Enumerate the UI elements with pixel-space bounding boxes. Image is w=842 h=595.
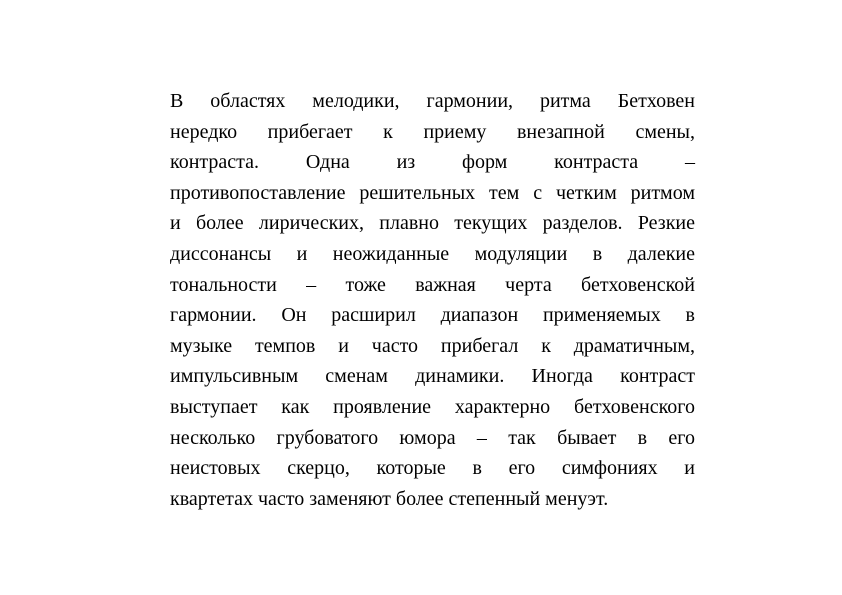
text-line: и более лирических, плавно текущих разделов. Резкие bbox=[170, 212, 695, 235]
text-line: гармонии. Он расширил диапазон применяемых в bbox=[170, 304, 695, 327]
text-line: неистовых скерцо, которые в его симфониях и bbox=[170, 457, 695, 480]
paragraph bbox=[170, 86, 695, 514]
text-line: импульсивным сменам динамики. Иногда контраст bbox=[170, 365, 695, 388]
text-line: выступает как проявление характерно бетховенского bbox=[170, 395, 695, 418]
text-line: диссонансы и неожиданные модуляции в далекие bbox=[170, 242, 695, 265]
text-line: музыке темпов и часто прибегал к драматичным, bbox=[170, 334, 695, 357]
text-line: контраста. Одна из форм контраста – bbox=[170, 151, 695, 174]
text-line: В областях мелодики, гармонии, ритма Бетховен bbox=[170, 90, 695, 112]
text-line: несколько грубоватого юмора – так бывает в его bbox=[170, 426, 695, 449]
text-line-last: квартетах часто заменяют более степенный менуэт. bbox=[170, 487, 609, 510]
text-line: противопоставление решительных тем с четким ритмом bbox=[170, 181, 695, 204]
text-line: нередко прибегает к приему внезапной смены, bbox=[170, 120, 695, 143]
text-line: тональности – тоже важная черта бетховенской bbox=[170, 273, 695, 296]
